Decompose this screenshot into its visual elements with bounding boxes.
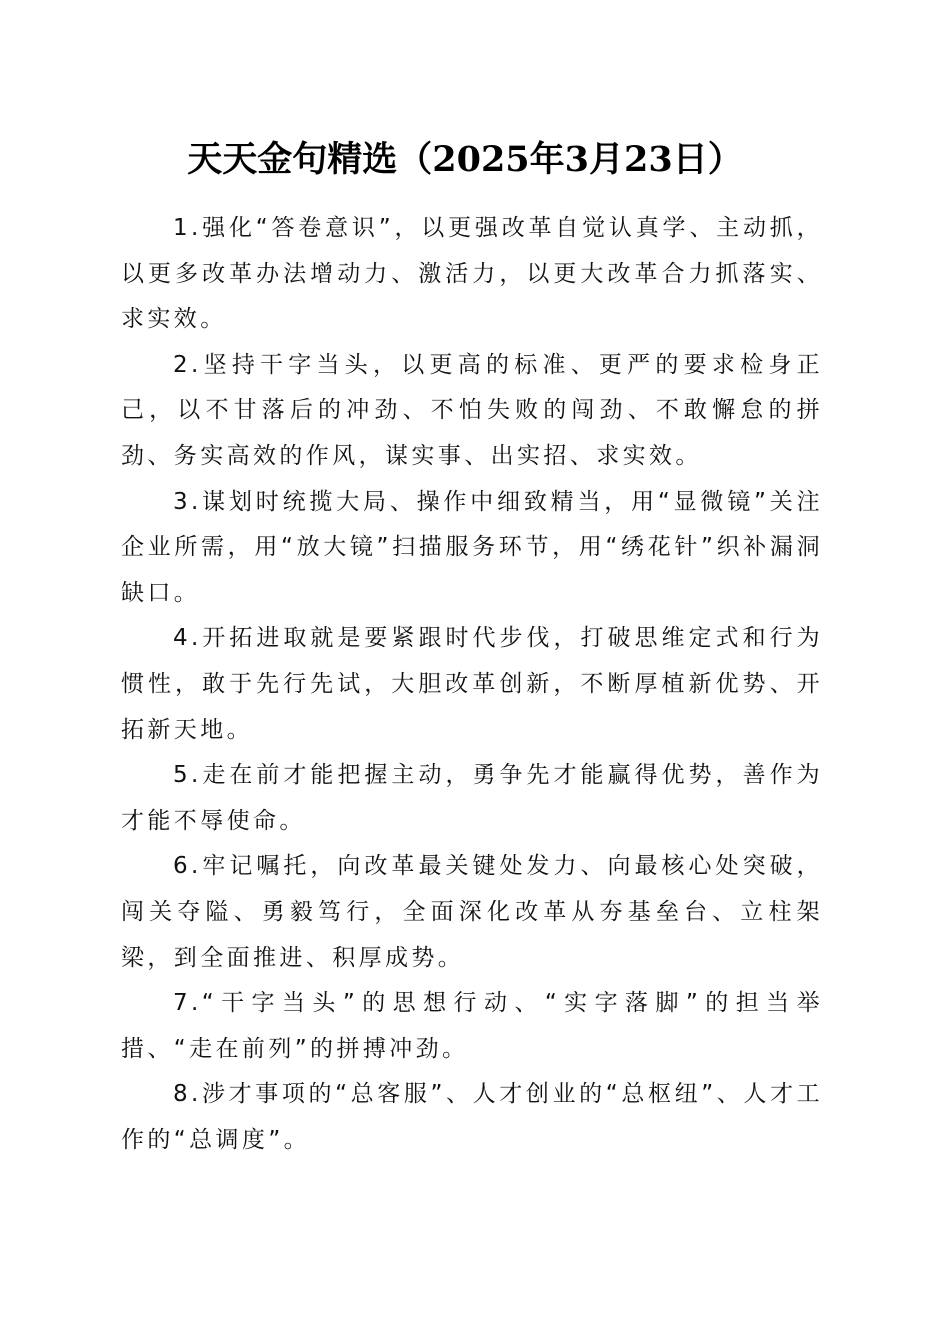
paragraph-5: 5.走在前才能把握主动，勇争先才能赢得优势，善作为才能不辱使命。 [121, 762, 823, 834]
paragraph-8: 8.涉才事项的“总客服”、人才创业的“总枢纽”、人才工作的“总调度”。 [121, 1081, 824, 1153]
paragraph-6: 6.牢记嘱托，向改革最关键处发力、向最核心处突破，闯关夺隘、勇毅笃行，全面深化改革从夯基垒台、立柱架梁，到全面推进、积厚成势。 [121, 853, 823, 971]
paragraph-4: 4.开拓进取就是要紧跟时代步伐，打破思维定式和行为惯性，敢于先行先试，大胆改革创新，不断厚植新优势、开拓新天地。 [121, 625, 823, 743]
document-title: 天天金句精选（2025年3月23日） [187, 139, 743, 180]
paragraph-2: 2.坚持干字当头，以更高的标准、更严的要求检身正己，以不甘落后的冲劲、不怕失败的闯劲、不敢懈怠的拼劲、务实高效的作风，谋实事、出实招、求实效。 [121, 351, 823, 469]
paragraph-1: 1.强化“答卷意识”，以更强改革自觉认真学、主动抓，以更多改革办法增动力、激活力，以更大改革合力抓落实、求实效。 [121, 215, 823, 333]
paragraph-3: 3.谋划时统揽大局、操作中细致精当，用“显微镜”关注企业所需，用“放大镜”扫描服务环节，用“绣花针”织补漏洞缺口。 [121, 488, 823, 606]
paragraph-7: 7.“干字当头”的思想行动、“实字落脚”的担当举措、“走在前列”的拼搏冲劲。 [121, 990, 823, 1062]
document-body [121, 206, 823, 1163]
